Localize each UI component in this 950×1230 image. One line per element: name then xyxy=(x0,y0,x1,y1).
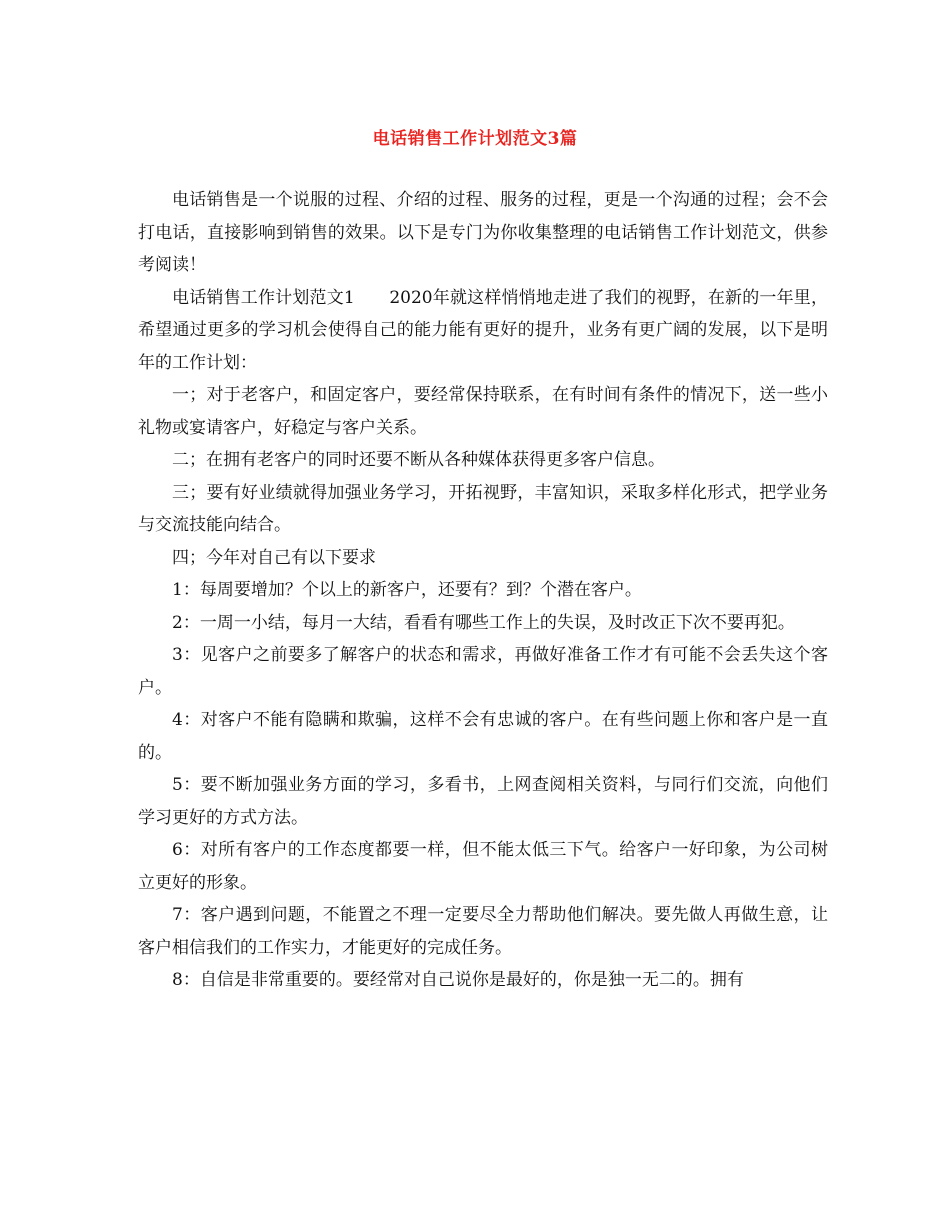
paragraph-item-four: 四；今年对自己有以下要求 xyxy=(172,547,376,568)
paragraph-requirement-6: 6：对所有客户的工作态度都要一样，但不能太低三下气。给客户一好印象，为公司树立更好的形象。 xyxy=(138,840,828,893)
paragraph-requirement-3: 3：见客户之前要多了解客户的状态和需求，再做好准备工作才有可能不会丢失这个客户。 xyxy=(138,645,828,698)
paragraph-item-two: 二；在拥有老客户的同时还要不断从各种媒体获得更多客户信息。 xyxy=(172,450,665,470)
paragraph-item-three: 三；要有好业绩就得加强业务学习，开拓视野，丰富知识，采取多样化形式，把学业务与交流技能向结合。 xyxy=(138,482,828,535)
paragraph-requirement-8: 8：自信是非常重要的。要经常对自己说你是最好的，你是独一无二的。拥有 xyxy=(172,970,744,990)
document-title: 电话销售工作计划范文3篇 xyxy=(372,129,578,149)
paragraph-requirement-7: 7：客户遇到问题，不能置之不理一定要尽全力帮助他们解决。要先做人再做生意，让客户相信我们的工作实力，才能更好的完成任务。 xyxy=(138,905,828,958)
paragraph-intro: 电话销售是一个说服的过程、介绍的过程、服务的过程，更是一个沟通的过程；会不会打电话，直接影响到销售的效果。以下是专门为你收集整理的电话销售工作计划范文，供参考阅读！ xyxy=(138,190,828,275)
paragraph-sample-1-intro: 电话销售工作计划范文1 2020年就这样悄悄地走进了我们的视野，在新的一年里，希望通过更多的学习机会使得自己的能力能有更好的提升，业务有更广阔的发展，以下是明年的工作计划： xyxy=(138,287,828,373)
paragraph-requirement-2: 2：一周一小结，每月一大结，看看有哪些工作上的失误，及时改正下次不要再犯。 xyxy=(172,612,795,633)
document-body xyxy=(138,184,828,997)
paragraph-requirement-4: 4：对客户不能有隐瞒和欺骗，这样不会有忠诚的客户。在有些问题上你和客户是一直的。 xyxy=(138,710,828,763)
paragraph-requirement-1: 1：每周要增加？个以上的新客户，还要有？到？个潜在客户。 xyxy=(172,580,642,600)
paragraph-requirement-5: 5：要不断加强业务方面的学习，多看书，上网查阅相关资料，与同行们交流，向他们学习更好的方式方法。 xyxy=(138,775,828,828)
paragraph-item-one: 一；对于老客户，和固定客户，要经常保持联系，在有时间有条件的情况下，送一些小礼物或宴请客户，好稳定与客户关系。 xyxy=(138,385,828,438)
